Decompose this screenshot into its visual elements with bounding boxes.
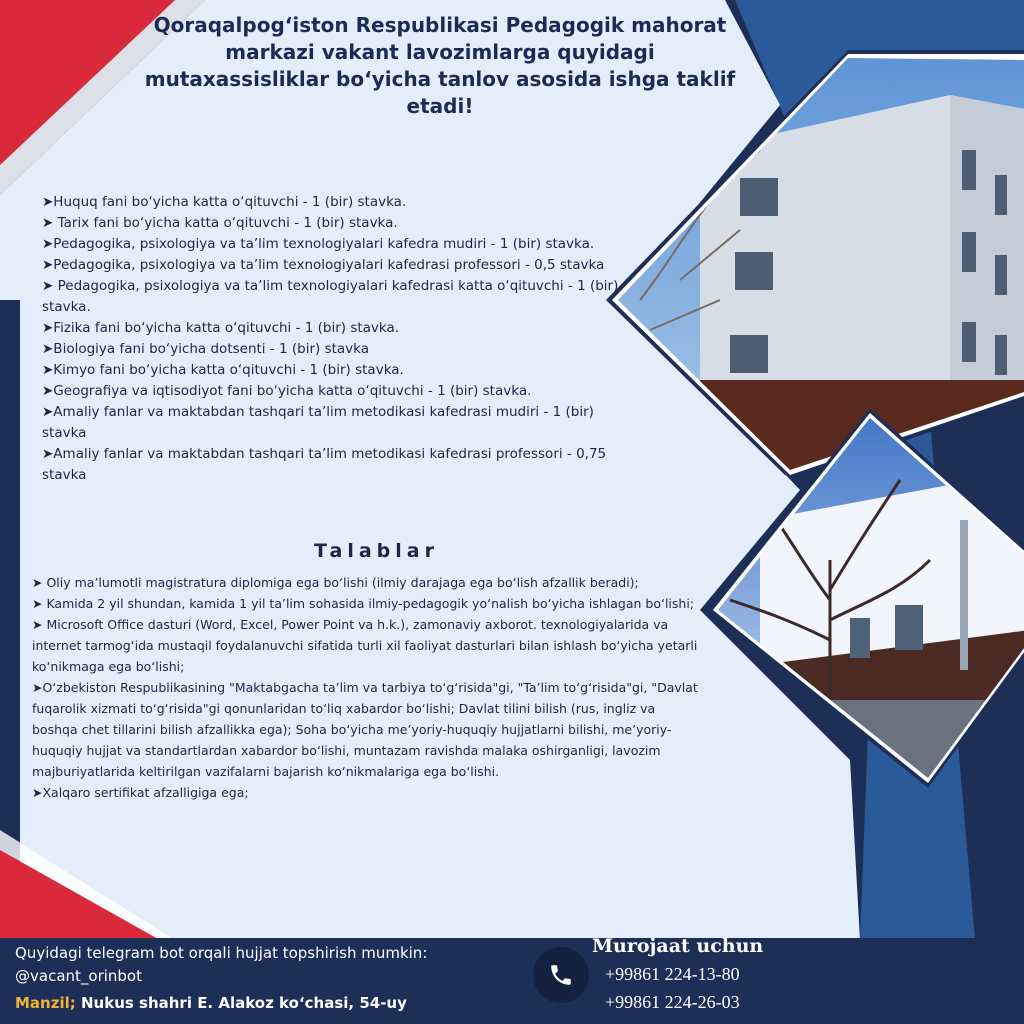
contact-title: Murojaat uchun <box>592 935 764 957</box>
requirement-item: ➤ Oliy ma’lumotli magistratura diplomiga ega bo‘lishi (ilmiy darajaga ega bo‘lish afzallik beradi); <box>32 575 639 590</box>
vacancy-item: ➤ Pedagogika, psixologiya va ta’lim texnologiyalari kafedrasi katta o‘qituvchi - 1 (bir) stavka. <box>42 278 619 315</box>
phone-icon <box>548 962 574 988</box>
telegram-text: Quyidagi telegram bot orqali hujjat topshirish mumkin: <box>15 944 428 962</box>
phone-number[interactable]: +99861 224-26-03 <box>605 992 740 1012</box>
requirement-item: ➤O‘zbekiston Respublikasining "Maktabgacha ta’lim va tarbiya to‘g‘risida"gi, "Ta’lim to‘g‘risida"gi, "Davlat fuqarolik xizmati to‘g‘risida"gi qonunlaridan to‘liq xabardor bo‘lishi; Davlat tilini bilish (rus, ingliz va boshqa chet tillarini bilish afzallikka ega); Soha bo‘yicha me’yoriy-huquqiy hujjatlarni bilishi, me’yoriy-huquqiy hujjat va standartlardan xabardor bo‘lishi, muntazam ravishda malaka oshirganligi, lavozim majburiyatlarida keltirilgan vazifalarni bajarish ko‘nikmalariga ega bo‘lishi. <box>32 680 698 779</box>
address-value: Nukus shahri E. Alakoz ko‘chasi, 54-uy <box>80 994 407 1012</box>
requirements-list <box>32 572 702 803</box>
phone-button[interactable] <box>533 947 589 1003</box>
requirement-item: ➤Xalqaro sertifikat afzalligiga ega; <box>32 785 249 800</box>
address <box>15 994 407 1012</box>
vacancy-item: ➤Fizika fani bo‘yicha katta o‘qituvchi - 1 (bir) stavka. <box>42 320 400 336</box>
vacancy-item: ➤ Tarix fani bo‘yicha katta o‘qituvchi - 1 (bir) stavka. <box>42 215 398 231</box>
requirements-title: Talablar <box>314 540 439 562</box>
vacancy-item: ➤Kimyo fani bo‘yicha katta o‘qituvchi - 1 (bir) stavka. <box>42 362 404 378</box>
vacancy-item: ➤Amaliy fanlar va maktabdan tashqari ta’lim metodikasi kafedrasi professori - 0,75 stavka <box>42 446 607 483</box>
page-title: Qoraqalpog‘iston Respublikasi Pedagogik mahorat markazi vakant lavozimlarga quyidagi mutaxassisliklar bo‘yicha tanlov asosida ishga taklif etadi! <box>144 13 736 118</box>
vacancy-item: ➤Amaliy fanlar va maktabdan tashqari ta’lim metodikasi kafedrasi mudiri - 1 (bir) stavka <box>42 404 594 441</box>
address-label: Manzil; <box>15 994 76 1012</box>
vacancy-item: ➤Pedagogika, psixologiya va ta’lim texnologiyalari kafedrasi professori - 0,5 stavka <box>42 257 605 273</box>
telegram-handle[interactable]: @vacant_orinbot <box>15 967 142 985</box>
vacancy-item: ➤Pedagogika, psixologiya va ta’lim texnologiyalari kafedra mudiri - 1 (bir) stavka. <box>42 236 595 252</box>
vacancy-item: ➤Huquq fani bo‘yicha katta o‘qituvchi - 1 (bir) stavka. <box>42 194 407 210</box>
vacancy-item: ➤Geografiya va iqtisodiyot fani bo‘yicha katta o‘qituvchi - 1 (bir) stavka. <box>42 383 532 399</box>
vacancy-item: ➤Biologiya fani bo‘yicha dotsenti - 1 (bir) stavka <box>42 341 370 357</box>
requirement-item: ➤ Kamida 2 yil shundan, kamida 1 yil ta’lim sohasida ilmiy-pedagogik yo‘nalish bo‘yicha ishlagan bo‘lishi; <box>32 596 695 611</box>
building-photo-bottom <box>700 405 1024 790</box>
phone-number[interactable]: +99861 224-13-80 <box>605 964 740 984</box>
vacancy-list <box>42 192 622 486</box>
requirement-item: ➤ Microsoft Office dasturi (Word, Excel, Power Point va h.k.), zamonaviy axborot. texnologiyalarida va internet tarmog‘ida mustaqil foydalanuvchi sifatida turli xil faoliyat dasturlari bilan ishlash bo‘yicha yetarli ko‘nikmaga ega bo‘lishi; <box>32 617 698 674</box>
